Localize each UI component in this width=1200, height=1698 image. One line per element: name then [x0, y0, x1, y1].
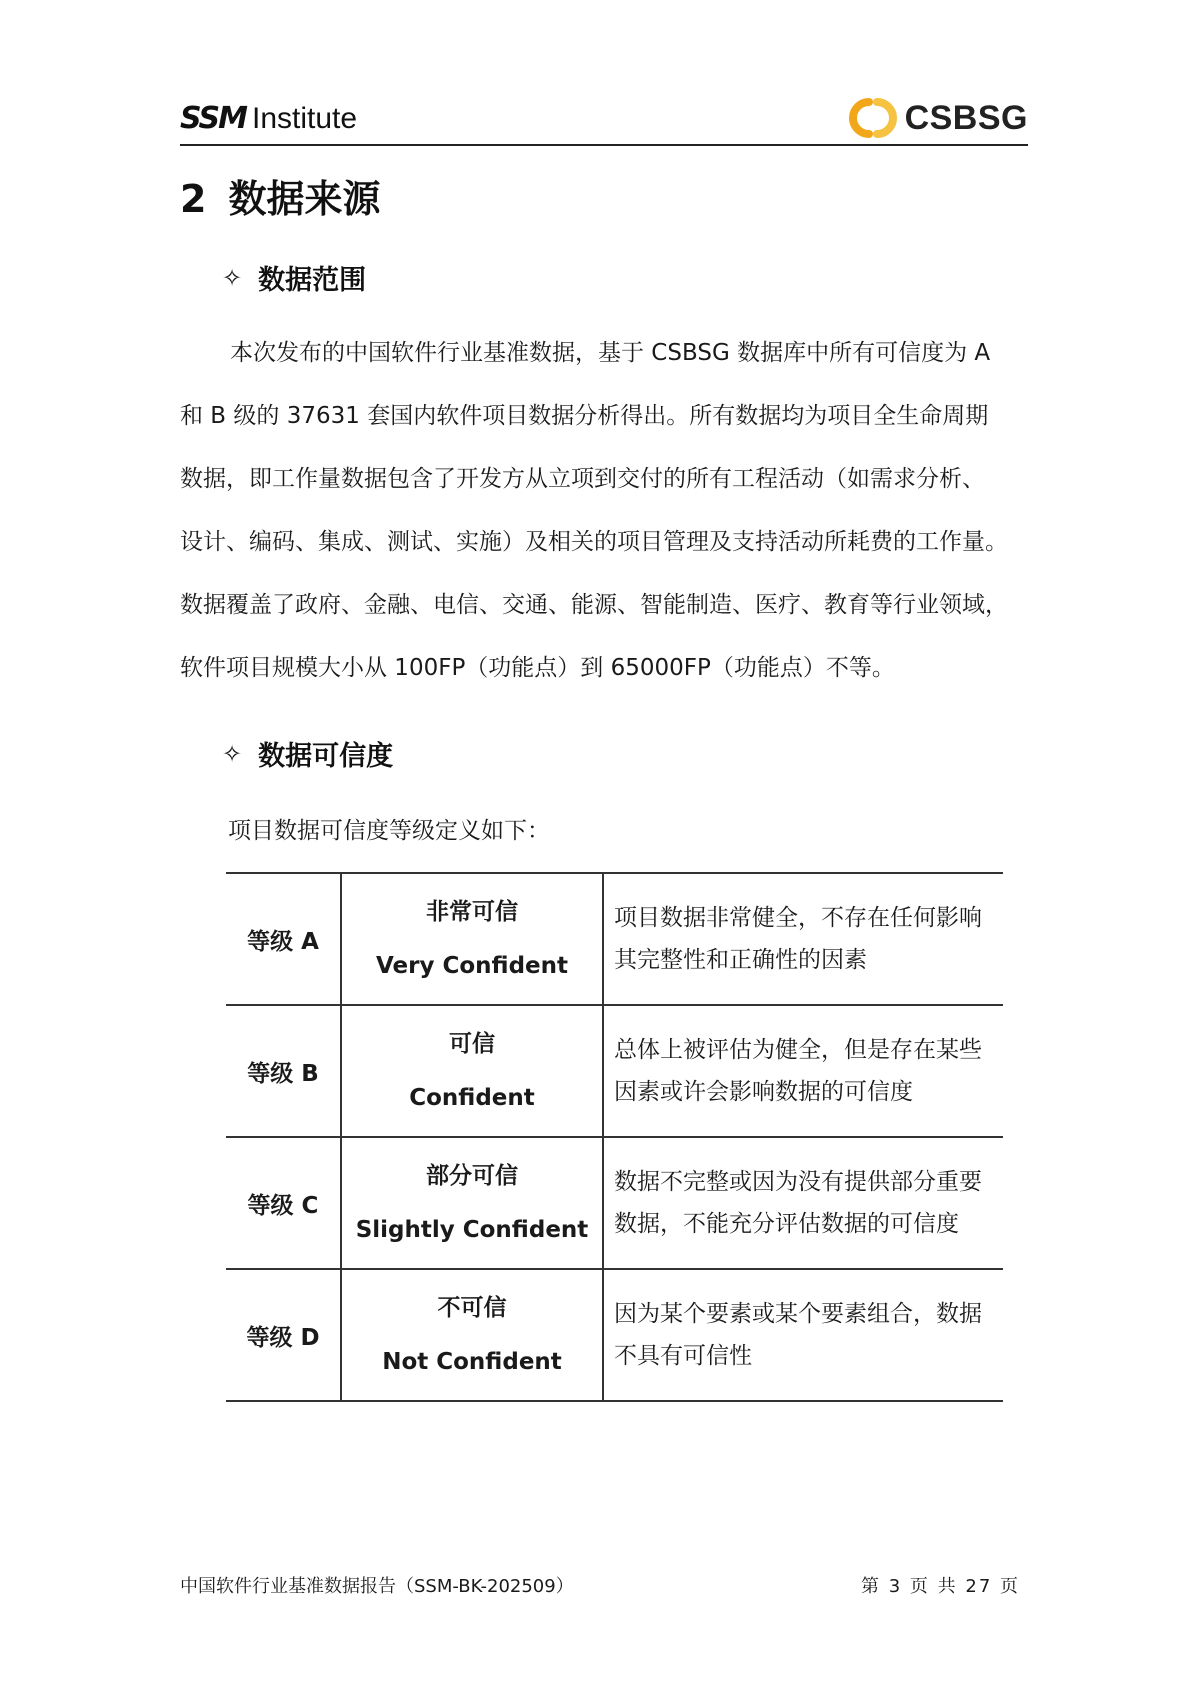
grade-name-en: Slightly Confident — [355, 1217, 589, 1243]
table-row — [226, 1137, 1003, 1269]
grade-name — [341, 1269, 603, 1401]
grade-name-en: Very Confident — [375, 953, 569, 979]
grade-level: 等级 D — [226, 1269, 341, 1401]
ssm-logo-mark: SSM — [180, 101, 246, 136]
csbsg-logo — [849, 98, 1028, 138]
paragraph-line: 数据覆盖了政府、金融、电信、交通、能源、智能制造、医疗、教育等行业领域， — [180, 592, 1008, 618]
table-row — [226, 1269, 1003, 1401]
chapter-title: 数据来源 — [228, 177, 381, 221]
ssm-institute-logo — [180, 101, 357, 136]
section-title-scope: 数据范围 — [258, 265, 367, 296]
grade-level: 等级 C — [226, 1137, 341, 1269]
grade-description: 项目数据非常健全，不存在任何影响其完整性和正确性的因素 — [603, 873, 1003, 1005]
diamond-bullet-icon: ✧ — [222, 263, 243, 292]
grade-name-cn: 不可信 — [437, 1295, 507, 1321]
section-title-credibility: 数据可信度 — [258, 741, 394, 772]
paragraph-line: 设计、编码、集成、测试、实施）及相关的项目管理及支持活动所耗费的工作量。 — [180, 529, 1008, 555]
ssm-logo-text: Institute — [252, 102, 358, 135]
credibility-intro: 项目数据可信度等级定义如下： — [228, 818, 550, 844]
section-heading-credibility — [222, 734, 393, 773]
grade-name — [341, 1005, 603, 1137]
grade-name-cn: 可信 — [449, 1031, 495, 1057]
grade-description: 总体上被评估为健全，但是存在某些因素或许会影响数据的可信度 — [603, 1005, 1003, 1137]
grade-level: 等级 B — [226, 1005, 341, 1137]
grade-name — [341, 873, 603, 1005]
grade-name-cn: 非常可信 — [426, 899, 518, 925]
paragraph-line: 本次发布的中国软件行业基准数据，基于 CSBSG 数据库中所有可信度为 A — [230, 340, 991, 366]
paragraph-line: 数据，即工作量数据包含了开发方从立项到交付的所有工程活动（如需求分析、 — [180, 466, 985, 492]
grade-name — [341, 1137, 603, 1269]
paragraph-line: 软件项目规模大小从 100FP（功能点）到 65000FP（功能点）不等。 — [180, 655, 895, 681]
chapter-heading — [180, 168, 380, 223]
footer-page-number: 第 3 页 共 27 页 — [861, 1576, 1020, 1597]
table-row — [226, 873, 1003, 1005]
grade-name-en: Not Confident — [382, 1349, 562, 1375]
chapter-number: 2 — [180, 177, 207, 221]
csbsg-logo-icon — [849, 98, 897, 138]
diamond-bullet-icon: ✧ — [222, 739, 243, 768]
grade-name-cn: 部分可信 — [426, 1163, 518, 1189]
grade-level: 等级 A — [226, 873, 341, 1005]
scope-paragraph — [180, 322, 1028, 700]
csbsg-logo-text: CSBSG — [904, 98, 1028, 137]
paragraph-line: 和 B 级的 37631 套国内软件项目数据分析得出。所有数据均为项目全生命周期 — [180, 403, 989, 429]
grade-name-en: Confident — [409, 1085, 535, 1111]
page-header — [180, 92, 1028, 146]
footer-report-title: 中国软件行业基准数据报告（SSM-BK-202509） — [180, 1576, 574, 1597]
table-row — [226, 1005, 1003, 1137]
credibility-table — [226, 872, 1003, 1402]
grade-description: 因为某个要素或某个要素组合，数据不具有可信性 — [603, 1269, 1003, 1401]
grade-description: 数据不完整或因为没有提供部分重要数据，不能充分评估数据的可信度 — [603, 1137, 1003, 1269]
section-heading-scope — [222, 258, 366, 297]
